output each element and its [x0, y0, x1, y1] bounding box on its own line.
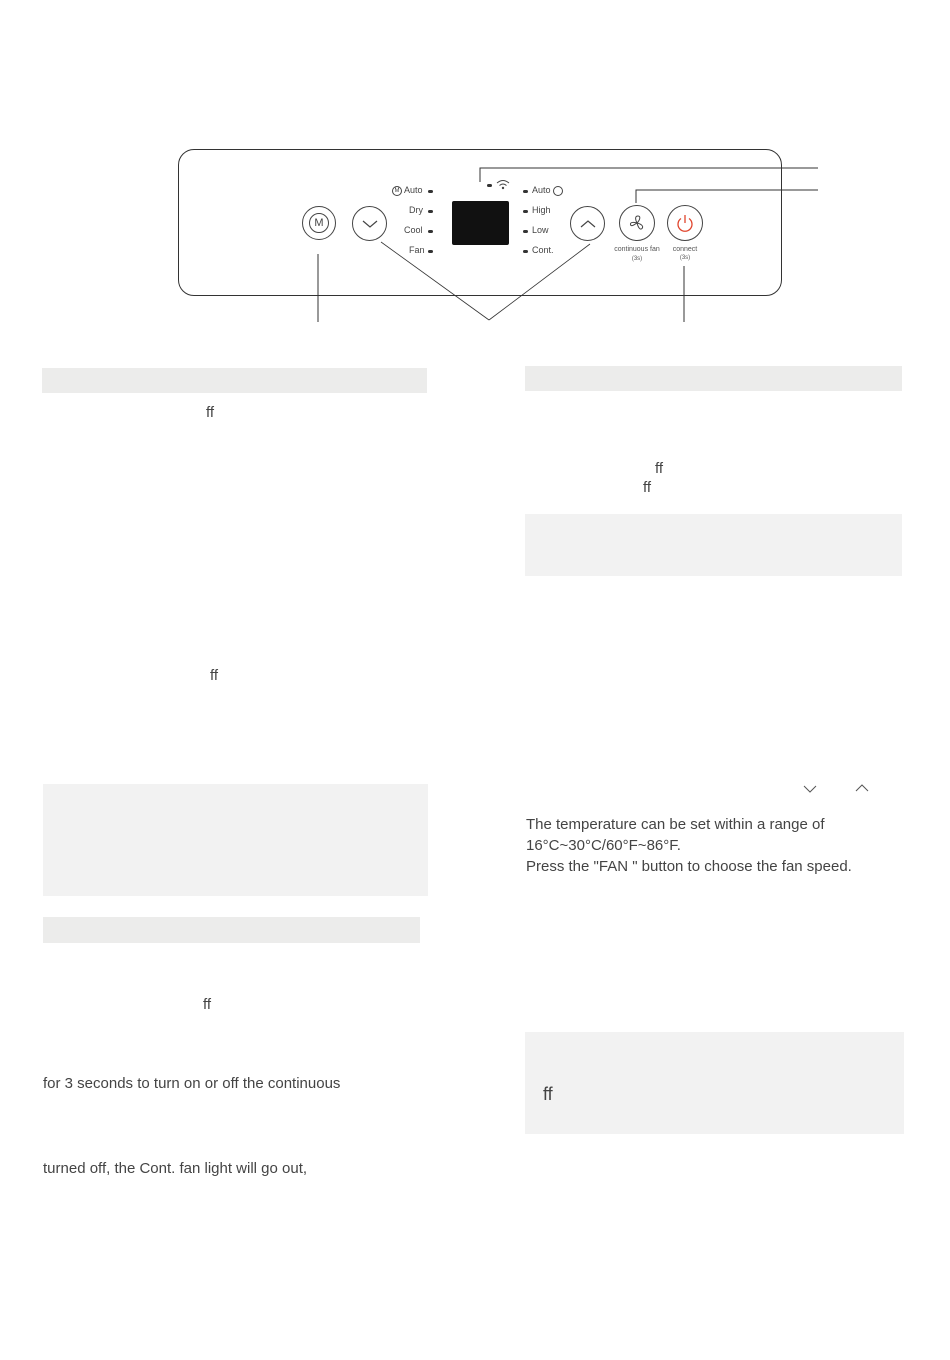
left-section-header-bar-2: [43, 917, 420, 943]
mode-auto-indicator: [428, 190, 433, 193]
auto-mode-icon: M: [392, 186, 402, 196]
right-ligature-1: ff: [655, 460, 664, 477]
temp-range-line-2: 16°C~30°C/60°F~86°F.: [526, 837, 681, 854]
chevron-down-icon: [803, 785, 817, 794]
continuous-fan-button[interactable]: [619, 205, 655, 241]
mode-cool-indicator: [428, 230, 433, 233]
fan-cont-indicator: [523, 250, 528, 253]
mode-fan-label: Fan: [409, 245, 425, 255]
mode-icon: M: [309, 213, 329, 233]
fan-cont-label: Cont.: [532, 245, 554, 255]
temp-down-button[interactable]: [352, 206, 387, 241]
power-button[interactable]: [667, 205, 703, 241]
left-ligature-1: ff: [206, 404, 215, 421]
temp-up-button[interactable]: [570, 206, 605, 241]
mode-dry-label: Dry: [409, 205, 423, 215]
fan-high-label: High: [532, 205, 551, 215]
mode-auto-label: M Auto: [392, 185, 423, 196]
fan-auto-label: Auto: [532, 185, 563, 196]
mode-button[interactable]: [302, 206, 336, 240]
chevron-up-icon: [855, 783, 869, 792]
mode-fan-indicator: [428, 250, 433, 253]
wifi-icon: [495, 178, 511, 190]
fan-low-label: Low: [532, 225, 549, 235]
cont-fan-light-note: turned off, the Cont. fan light will go out,: [43, 1160, 308, 1177]
continuous-fan-instruction: for 3 seconds to turn on or off the continuous: [43, 1075, 341, 1092]
display-screen: [452, 201, 509, 245]
right-note-box: [525, 514, 902, 576]
left-note-box: [43, 784, 428, 896]
right-box-ligature: ff: [543, 1084, 553, 1104]
left-section-header-bar: [42, 368, 427, 393]
fan-icon: [627, 213, 647, 233]
right-section-header-bar: [525, 366, 902, 391]
connect-label: connect: [672, 246, 698, 253]
chevron-down-icon: [361, 219, 379, 229]
right-note-box-2: [525, 1032, 904, 1134]
auto-fan-icon: [553, 186, 563, 196]
temp-range-line-1: The temperature can be set within a range of: [526, 816, 825, 833]
wifi-indicator: [487, 184, 492, 187]
continuous-fan-hold-label: (3s): [631, 256, 643, 262]
fan-low-indicator: [523, 230, 528, 233]
chevron-up-icon: [579, 219, 597, 229]
connect-hold-label: (3s): [679, 255, 691, 261]
fan-speed-instruction: Press the "FAN " button to choose the fan speed.: [526, 858, 852, 875]
leader-lines: [0, 0, 950, 340]
continuous-fan-label: continuous fan: [614, 246, 660, 253]
fan-high-indicator: [523, 210, 528, 213]
power-icon: [675, 213, 695, 233]
fan-auto-indicator: [523, 190, 528, 193]
right-ligature-2: ff: [643, 479, 652, 496]
left-ligature-2: ff: [210, 667, 219, 684]
mode-cool-label: Cool: [404, 225, 423, 235]
left-ligature-3: ff: [203, 996, 212, 1013]
mode-dry-indicator: [428, 210, 433, 213]
